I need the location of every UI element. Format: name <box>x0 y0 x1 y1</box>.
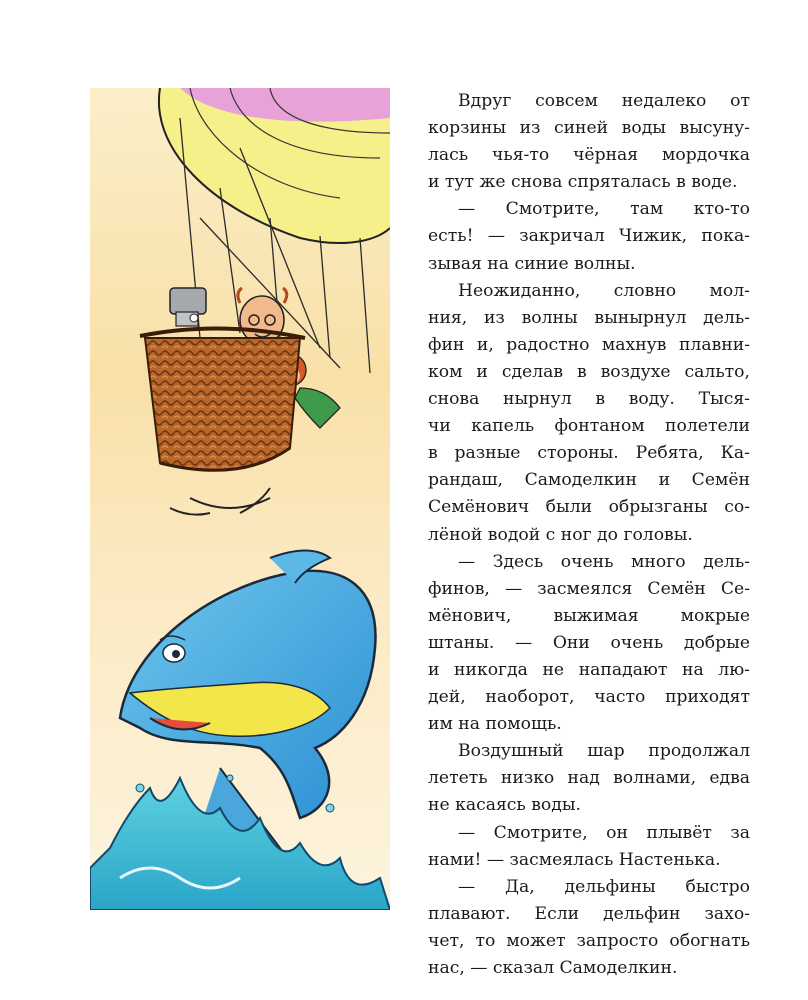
text-line: Семёнович были обрызганы со- <box>428 497 750 518</box>
text-line: плавают. Если дельфин захо- <box>428 903 750 924</box>
text-line: нами! — засмеялась Настенька. <box>428 849 721 870</box>
text-line: и никогда не нападают на лю- <box>428 659 750 680</box>
text-line: ком и сделав в воздухе сальто, <box>428 361 750 382</box>
text-line: есть! — закричал Чижик, пока- <box>428 226 750 247</box>
text-line: снова нырнул в воду. Тыся- <box>428 389 750 410</box>
story-text <box>428 88 750 982</box>
paragraph <box>428 549 750 739</box>
text-line: — Да, дельфины быстро <box>458 876 750 897</box>
text-line: Неожиданно, словно мол- <box>458 280 750 301</box>
text-line: ния, из волны вынырнул дель- <box>428 307 750 328</box>
text-line: зывая на синие волны. <box>428 253 636 274</box>
text-line: мёнович, выжимая мокрые <box>428 605 750 626</box>
text-line: фин и, радостно махнув плавни- <box>428 334 750 355</box>
text-line: лететь низко над волнами, едва <box>428 768 750 789</box>
text-line: штаны. — Они очень добрые <box>428 632 750 653</box>
balloon-basket <box>140 328 305 470</box>
illustration-balloon-dolphin <box>90 88 390 910</box>
paragraph <box>428 88 750 196</box>
text-line: — Здесь очень много дель- <box>458 551 750 572</box>
text-line: дей, наоборот, часто приходят <box>428 687 750 708</box>
text-line: финов, — засмеялся Семён Се- <box>428 578 750 599</box>
paragraph <box>428 738 750 819</box>
text-line: — Смотрите, там кто-то <box>458 199 750 220</box>
text-line: — Смотрите, он плывёт за <box>458 822 750 843</box>
text-line: лась чья-то чёрная мордочка <box>428 145 750 166</box>
text-line: чи капель фонтаном полетели <box>428 416 750 437</box>
text-line: корзины из синей воды высуну- <box>428 118 750 139</box>
text-line: рандаш, Самоделкин и Семён <box>428 470 750 491</box>
text-line: Вдруг совсем недалеко от <box>458 91 750 111</box>
text-line: не касаясь воды. <box>428 795 581 816</box>
paragraph <box>428 278 750 549</box>
paragraph <box>428 196 750 277</box>
text-line: им на помощь. <box>428 714 562 735</box>
text-line: и тут же снова спряталась в воде. <box>428 172 738 193</box>
text-line: в разные стороны. Ребята, Ка- <box>428 443 750 464</box>
paragraph <box>428 874 750 982</box>
text-line: чет, то может запросто обогнать <box>428 930 750 951</box>
text-line: Воздушный шар продолжал <box>458 741 750 762</box>
text-line: лёной водой с ног до головы. <box>428 524 693 545</box>
text-line: нас, — сказал Самоделкин. <box>428 958 678 978</box>
paragraph <box>428 820 750 874</box>
